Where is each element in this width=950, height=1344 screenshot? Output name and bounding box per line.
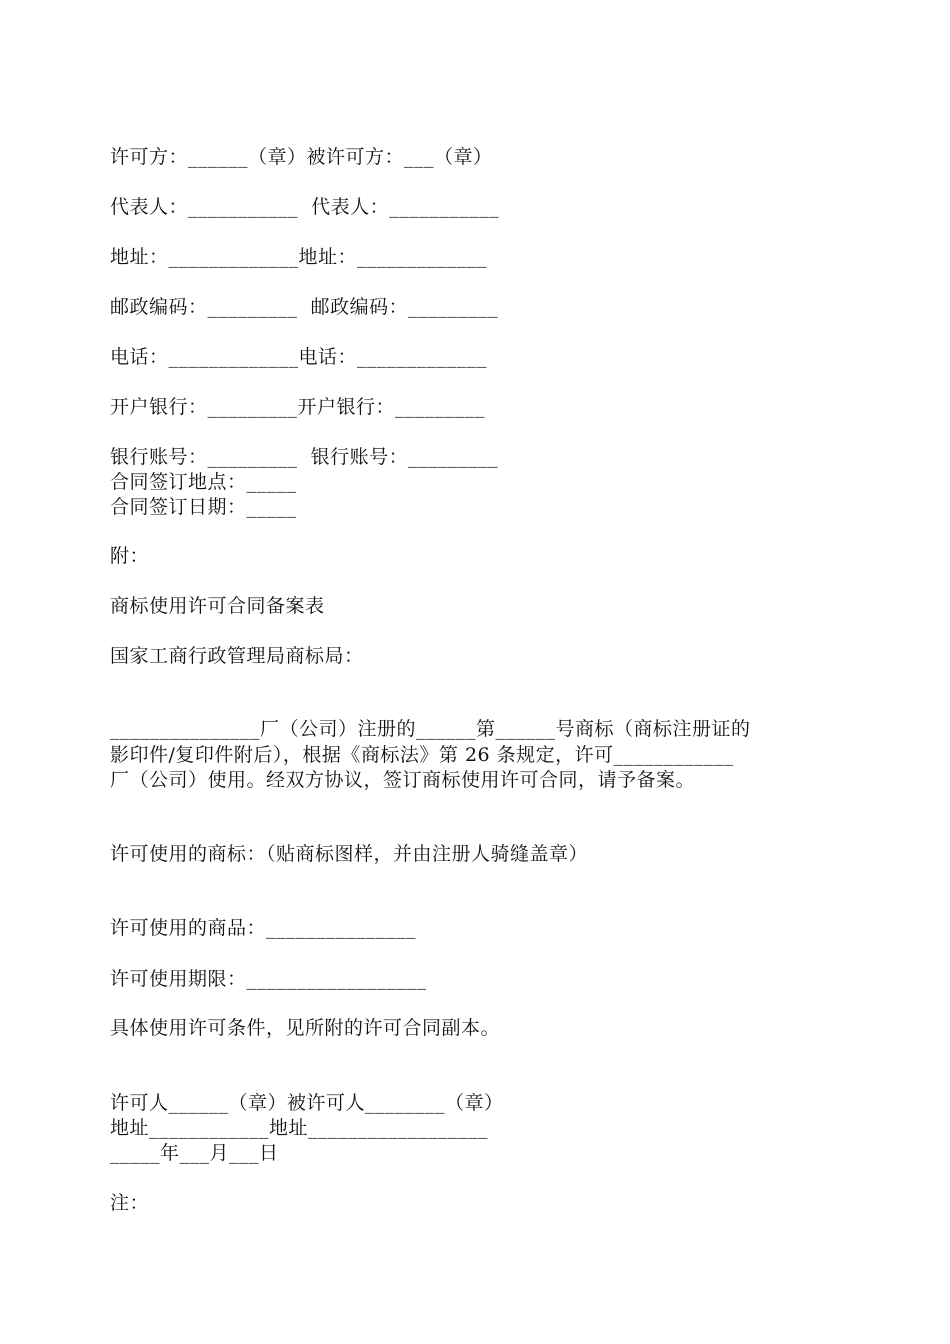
phone-line: 电话：_____________电话：_____________: [110, 346, 488, 368]
bank-account-line: 银行账号：_________ 银行账号：_________: [110, 446, 499, 468]
conditions-note-line: 具体使用许可条件，见所附的许可合同副本。: [110, 1017, 501, 1039]
form-title: 商标使用许可合同备案表: [110, 595, 325, 617]
licensor-line: 许可方：______（章）被许可方：___（章）: [110, 146, 493, 168]
date-line: _____年___月___日: [110, 1142, 279, 1164]
postal-code-line: 邮政编码：_________ 邮政编码：_________: [110, 296, 499, 318]
paragraph-line-2: 影印件/复印件附后），根据《商标法》第 26 条规定，许可____________: [110, 744, 734, 766]
signature-address-line: 地址____________地址__________________: [110, 1117, 489, 1139]
representative-line: 代表人：___________ 代表人：___________: [110, 196, 500, 218]
paragraph-line-3: 厂（公司）使用。经双方协议，签订商标使用许可合同，请予备案。: [110, 769, 696, 791]
bank-line: 开户银行：_________开户银行：_________: [110, 396, 486, 418]
licensed-goods-line: 许可使用的商品：_______________: [110, 917, 417, 939]
paragraph-line-1: _______________厂（公司）注册的______第______号商标（商标注册证的: [110, 718, 751, 740]
note-heading: 注：: [110, 1192, 150, 1214]
licensed-trademark-line: 许可使用的商标：（贴商标图样，并由注册人骑缝盖章）: [110, 843, 589, 865]
addressee: 国家工商行政管理局商标局：: [110, 645, 364, 667]
attachment-heading: 附：: [110, 545, 150, 567]
license-term-line: 许可使用期限：__________________: [110, 968, 427, 990]
signing-date-line: 合同签订日期：_____: [110, 496, 297, 518]
address-line: 地址：_____________地址：_____________: [110, 246, 488, 268]
signing-place-line: 合同签订地点：_____: [110, 471, 297, 493]
signature-line: 许可人______（章）被许可人________（章）: [110, 1092, 504, 1114]
